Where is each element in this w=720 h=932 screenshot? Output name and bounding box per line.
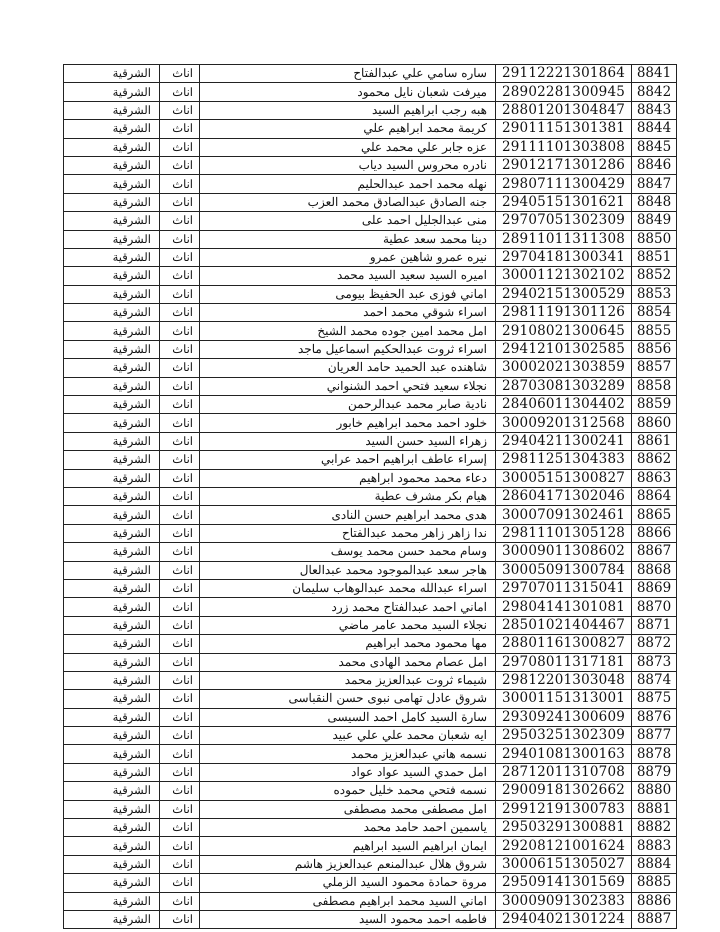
table-row <box>64 837 677 855</box>
national-id-cell: 29509141301569 <box>496 874 632 892</box>
gender-cell: اناث <box>160 83 200 101</box>
name-cell: نجلاء السيد محمد عامر ماضي <box>200 616 496 634</box>
governorate-cell: الشرقية <box>64 469 160 487</box>
national-id-cell: 28703081303289 <box>496 377 632 395</box>
name-cell: نجلاء سعيد فتحي احمد الشنواني <box>200 377 496 395</box>
gender-cell: اناث <box>160 120 200 138</box>
governorate-cell: الشرقية <box>64 653 160 671</box>
serial-number-cell: 8874 <box>632 671 677 689</box>
table-row <box>64 193 677 211</box>
name-cell: نسمه هاني عبدالعزيز محمد <box>200 745 496 763</box>
national-id-cell: 29405151301621 <box>496 193 632 211</box>
governorate-cell: الشرقية <box>64 359 160 377</box>
gender-cell: اناث <box>160 635 200 653</box>
gender-cell: اناث <box>160 359 200 377</box>
table-row <box>64 212 677 230</box>
governorate-cell: الشرقية <box>64 230 160 248</box>
name-cell: مها محمود محمد ابراهيم <box>200 635 496 653</box>
national-id-cell: 30006151305027 <box>496 855 632 873</box>
table-row <box>64 267 677 285</box>
records-table <box>63 64 677 929</box>
table-row <box>64 800 677 818</box>
gender-cell: اناث <box>160 745 200 763</box>
national-id-cell: 30007091302461 <box>496 506 632 524</box>
table-row <box>64 432 677 450</box>
serial-number-cell: 8876 <box>632 708 677 726</box>
table-row <box>64 340 677 358</box>
gender-cell: اناث <box>160 156 200 174</box>
gender-cell: اناث <box>160 727 200 745</box>
name-cell: سارة السيد كامل احمد السيسى <box>200 708 496 726</box>
national-id-cell: 28801161300827 <box>496 635 632 653</box>
governorate-cell: الشرقية <box>64 377 160 395</box>
serial-number-cell: 8857 <box>632 359 677 377</box>
table-row <box>64 304 677 322</box>
national-id-cell: 30001121302102 <box>496 267 632 285</box>
governorate-cell: الشرقية <box>64 800 160 818</box>
serial-number-cell: 8848 <box>632 193 677 211</box>
governorate-cell: الشرقية <box>64 837 160 855</box>
governorate-cell: الشرقية <box>64 874 160 892</box>
table-row <box>64 120 677 138</box>
serial-number-cell: 8887 <box>632 910 677 928</box>
table-row <box>64 138 677 156</box>
table-row <box>64 561 677 579</box>
table-row <box>64 745 677 763</box>
table-row <box>64 543 677 561</box>
national-id-cell: 29401081300163 <box>496 745 632 763</box>
gender-cell: اناث <box>160 855 200 873</box>
governorate-cell: الشرقية <box>64 267 160 285</box>
serial-number-cell: 8856 <box>632 340 677 358</box>
gender-cell: اناث <box>160 322 200 340</box>
gender-cell: اناث <box>160 230 200 248</box>
national-id-cell: 29807111300429 <box>496 175 632 193</box>
governorate-cell: الشرقية <box>64 635 160 653</box>
governorate-cell: الشرقية <box>64 819 160 837</box>
table-row <box>64 101 677 119</box>
serial-number-cell: 8847 <box>632 175 677 193</box>
serial-number-cell: 8870 <box>632 598 677 616</box>
serial-number-cell: 8866 <box>632 524 677 542</box>
gender-cell: اناث <box>160 304 200 322</box>
national-id-cell: 28902281300945 <box>496 83 632 101</box>
governorate-cell: الشرقية <box>64 101 160 119</box>
name-cell: شيماء ثروت عبدالعزيز محمد <box>200 671 496 689</box>
serial-number-cell: 8842 <box>632 83 677 101</box>
governorate-cell: الشرقية <box>64 193 160 211</box>
gender-cell: اناث <box>160 763 200 781</box>
name-cell: اماني فوزى عبد الحفيظ بيومى <box>200 285 496 303</box>
national-id-cell: 29404021301224 <box>496 910 632 928</box>
table-row <box>64 671 677 689</box>
table-row <box>64 524 677 542</box>
governorate-cell: الشرقية <box>64 671 160 689</box>
serial-number-cell: 8859 <box>632 396 677 414</box>
serial-number-cell: 8844 <box>632 120 677 138</box>
national-id-cell: 29811101305128 <box>496 524 632 542</box>
governorate-cell: الشرقية <box>64 120 160 138</box>
serial-number-cell: 8883 <box>632 837 677 855</box>
serial-number-cell: 8877 <box>632 727 677 745</box>
gender-cell: اناث <box>160 506 200 524</box>
table-row <box>64 396 677 414</box>
name-cell: اميره السيد سعيد السيد محمد <box>200 267 496 285</box>
national-id-cell: 29707051302309 <box>496 212 632 230</box>
name-cell: اسراء عبدالله محمد عبدالوهاب سليمان <box>200 579 496 597</box>
serial-number-cell: 8846 <box>632 156 677 174</box>
serial-number-cell: 8865 <box>632 506 677 524</box>
table-row <box>64 598 677 616</box>
gender-cell: اناث <box>160 653 200 671</box>
national-id-cell: 30005091300784 <box>496 561 632 579</box>
name-cell: كريمة محمد ابراهيم علي <box>200 120 496 138</box>
table-row <box>64 819 677 837</box>
table-row <box>64 910 677 928</box>
serial-number-cell: 8862 <box>632 451 677 469</box>
gender-cell: اناث <box>160 414 200 432</box>
national-id-cell: 29811251304383 <box>496 451 632 469</box>
name-cell: منى عبدالجليل احمد على <box>200 212 496 230</box>
serial-number-cell: 8871 <box>632 616 677 634</box>
governorate-cell: الشرقية <box>64 304 160 322</box>
governorate-cell: الشرقية <box>64 65 160 83</box>
governorate-cell: الشرقية <box>64 524 160 542</box>
national-id-cell: 29404211300241 <box>496 432 632 450</box>
gender-cell: اناث <box>160 487 200 505</box>
serial-number-cell: 8873 <box>632 653 677 671</box>
table-row <box>64 248 677 266</box>
gender-cell: اناث <box>160 65 200 83</box>
national-id-cell: 29708011317181 <box>496 653 632 671</box>
table-row <box>64 874 677 892</box>
name-cell: إسراء عاطف ابراهيم احمد عرابي <box>200 451 496 469</box>
governorate-cell: الشرقية <box>64 745 160 763</box>
national-id-cell: 29012171301286 <box>496 156 632 174</box>
national-id-cell: 29811191301126 <box>496 304 632 322</box>
governorate-cell: الشرقية <box>64 175 160 193</box>
table-row <box>64 230 677 248</box>
serial-number-cell: 8853 <box>632 285 677 303</box>
name-cell: زهراء السيد حسن السيد <box>200 432 496 450</box>
name-cell: نادره محروس السيد دياب <box>200 156 496 174</box>
table-row <box>64 653 677 671</box>
table-row <box>64 892 677 910</box>
national-id-cell: 29111101303808 <box>496 138 632 156</box>
national-id-cell: 29402151300529 <box>496 285 632 303</box>
governorate-cell: الشرقية <box>64 561 160 579</box>
name-cell: ندا زاهر زاهر محمد عبدالفتاح <box>200 524 496 542</box>
national-id-cell: 29412101302585 <box>496 340 632 358</box>
name-cell: ياسمين احمد حامد محمد <box>200 819 496 837</box>
gender-cell: اناث <box>160 524 200 542</box>
gender-cell: اناث <box>160 432 200 450</box>
gender-cell: اناث <box>160 396 200 414</box>
name-cell: ايه شعبان محمد علي علي عبيد <box>200 727 496 745</box>
name-cell: ساره سامي علي عبدالفتاح <box>200 65 496 83</box>
gender-cell: اناث <box>160 671 200 689</box>
serial-number-cell: 8875 <box>632 690 677 708</box>
national-id-cell: 29804141301081 <box>496 598 632 616</box>
name-cell: جنه الصادق عبدالصادق محمد العزب <box>200 193 496 211</box>
serial-number-cell: 8849 <box>632 212 677 230</box>
table-row <box>64 579 677 597</box>
name-cell: شاهنده عبد الحميد حامد العريان <box>200 359 496 377</box>
national-id-cell: 29011151301381 <box>496 120 632 138</box>
gender-cell: اناث <box>160 101 200 119</box>
governorate-cell: الشرقية <box>64 910 160 928</box>
serial-number-cell: 8867 <box>632 543 677 561</box>
gender-cell: اناث <box>160 175 200 193</box>
national-id-cell: 30002021303859 <box>496 359 632 377</box>
governorate-cell: الشرقية <box>64 708 160 726</box>
name-cell: مروة حمادة محمود السيد الزملي <box>200 874 496 892</box>
gender-cell: اناث <box>160 819 200 837</box>
serial-number-cell: 8869 <box>632 579 677 597</box>
serial-number-cell: 8850 <box>632 230 677 248</box>
governorate-cell: الشرقية <box>64 451 160 469</box>
national-id-cell: 28501021404467 <box>496 616 632 634</box>
governorate-cell: الشرقية <box>64 340 160 358</box>
governorate-cell: الشرقية <box>64 414 160 432</box>
table-row <box>64 616 677 634</box>
serial-number-cell: 8863 <box>632 469 677 487</box>
name-cell: امل مصطفى محمد مصطفى <box>200 800 496 818</box>
national-id-cell: 29812201303048 <box>496 671 632 689</box>
governorate-cell: الشرقية <box>64 727 160 745</box>
gender-cell: اناث <box>160 561 200 579</box>
table-row <box>64 690 677 708</box>
name-cell: اسراء ثروت عبدالحكيم اسماعيل ماجد <box>200 340 496 358</box>
table-row <box>64 156 677 174</box>
gender-cell: اناث <box>160 837 200 855</box>
table-row <box>64 285 677 303</box>
gender-cell: اناث <box>160 579 200 597</box>
name-cell: اسراء شوقي محمد احمد <box>200 304 496 322</box>
serial-number-cell: 8881 <box>632 800 677 818</box>
gender-cell: اناث <box>160 193 200 211</box>
gender-cell: اناث <box>160 138 200 156</box>
national-id-cell: 30009011308602 <box>496 543 632 561</box>
gender-cell: اناث <box>160 469 200 487</box>
governorate-cell: الشرقية <box>64 322 160 340</box>
name-cell: ايمان ابراهيم السيد ابراهيم <box>200 837 496 855</box>
gender-cell: اناث <box>160 874 200 892</box>
serial-number-cell: 8841 <box>632 65 677 83</box>
name-cell: هاجر سعد عبدالموجود محمد عبدالعال <box>200 561 496 579</box>
name-cell: دينا محمد سعد عطية <box>200 230 496 248</box>
governorate-cell: الشرقية <box>64 616 160 634</box>
gender-cell: اناث <box>160 543 200 561</box>
table-row <box>64 175 677 193</box>
national-id-cell: 30005151300827 <box>496 469 632 487</box>
table-row <box>64 763 677 781</box>
gender-cell: اناث <box>160 892 200 910</box>
name-cell: دعاء محمد محمود ابراهيم <box>200 469 496 487</box>
table-row <box>64 83 677 101</box>
table-row <box>64 469 677 487</box>
serial-number-cell: 8879 <box>632 763 677 781</box>
serial-number-cell: 8884 <box>632 855 677 873</box>
name-cell: نهله محمد احمد عبدالحليم <box>200 175 496 193</box>
serial-number-cell: 8860 <box>632 414 677 432</box>
serial-number-cell: 8868 <box>632 561 677 579</box>
national-id-cell: 29309241300609 <box>496 708 632 726</box>
national-id-cell: 30009091302383 <box>496 892 632 910</box>
gender-cell: اناث <box>160 690 200 708</box>
table-row <box>64 322 677 340</box>
serial-number-cell: 8858 <box>632 377 677 395</box>
governorate-cell: الشرقية <box>64 543 160 561</box>
table-row <box>64 727 677 745</box>
gender-cell: اناث <box>160 598 200 616</box>
name-cell: شروق عادل تهامى نبوى حسن النقباسى <box>200 690 496 708</box>
name-cell: اماني احمد عبدالفتاح محمد زرد <box>200 598 496 616</box>
table-row <box>64 487 677 505</box>
serial-number-cell: 8885 <box>632 874 677 892</box>
national-id-cell: 28712011310708 <box>496 763 632 781</box>
name-cell: امل عصام محمد الهادى محمد <box>200 653 496 671</box>
table-row <box>64 377 677 395</box>
name-cell: نسمه فتحي محمد خليل حموده <box>200 782 496 800</box>
national-id-cell: 28911011311308 <box>496 230 632 248</box>
serial-number-cell: 8872 <box>632 635 677 653</box>
table-row <box>64 855 677 873</box>
table-row <box>64 708 677 726</box>
table-row <box>64 451 677 469</box>
gender-cell: اناث <box>160 377 200 395</box>
name-cell: امل حمدي السيد عواد عواد <box>200 763 496 781</box>
serial-number-cell: 8864 <box>632 487 677 505</box>
governorate-cell: الشرقية <box>64 855 160 873</box>
governorate-cell: الشرقية <box>64 83 160 101</box>
gender-cell: اناث <box>160 248 200 266</box>
serial-number-cell: 8861 <box>632 432 677 450</box>
governorate-cell: الشرقية <box>64 579 160 597</box>
table-row <box>64 506 677 524</box>
records-table-body <box>64 65 677 929</box>
national-id-cell: 30001151313001 <box>496 690 632 708</box>
serial-number-cell: 8851 <box>632 248 677 266</box>
serial-number-cell: 8854 <box>632 304 677 322</box>
governorate-cell: الشرقية <box>64 763 160 781</box>
table-row <box>64 635 677 653</box>
name-cell: هدى محمد ابراهيم حسن النادى <box>200 506 496 524</box>
governorate-cell: الشرقية <box>64 212 160 230</box>
governorate-cell: الشرقية <box>64 506 160 524</box>
gender-cell: اناث <box>160 616 200 634</box>
name-cell: وسام محمد حسن محمد يوسف <box>200 543 496 561</box>
serial-number-cell: 8845 <box>632 138 677 156</box>
serial-number-cell: 8880 <box>632 782 677 800</box>
gender-cell: اناث <box>160 800 200 818</box>
national-id-cell: 29009181302662 <box>496 782 632 800</box>
name-cell: خلود احمد محمد ابراهيم خابور <box>200 414 496 432</box>
serial-number-cell: 8886 <box>632 892 677 910</box>
name-cell: شروق هلال عبدالمنعم عبدالعزيز هاشم <box>200 855 496 873</box>
gender-cell: اناث <box>160 782 200 800</box>
name-cell: هيام بكر مشرف عطية <box>200 487 496 505</box>
national-id-cell: 29707011315041 <box>496 579 632 597</box>
gender-cell: اناث <box>160 212 200 230</box>
national-id-cell: 29108021300645 <box>496 322 632 340</box>
name-cell: عزه جابر علي محمد علي <box>200 138 496 156</box>
governorate-cell: الشرقية <box>64 690 160 708</box>
gender-cell: اناث <box>160 340 200 358</box>
gender-cell: اناث <box>160 910 200 928</box>
governorate-cell: الشرقية <box>64 598 160 616</box>
gender-cell: اناث <box>160 708 200 726</box>
serial-number-cell: 8843 <box>632 101 677 119</box>
national-id-cell: 29704181300341 <box>496 248 632 266</box>
governorate-cell: الشرقية <box>64 156 160 174</box>
governorate-cell: الشرقية <box>64 285 160 303</box>
name-cell: نيره عمرو شاهين عمرو <box>200 248 496 266</box>
name-cell: ميرفت شعبان نايل محمود <box>200 83 496 101</box>
national-id-cell: 29912191300783 <box>496 800 632 818</box>
governorate-cell: الشرقية <box>64 487 160 505</box>
serial-number-cell: 8878 <box>632 745 677 763</box>
name-cell: امل محمد امين جوده محمد الشيخ <box>200 322 496 340</box>
national-id-cell: 28604171302046 <box>496 487 632 505</box>
governorate-cell: الشرقية <box>64 138 160 156</box>
gender-cell: اناث <box>160 451 200 469</box>
serial-number-cell: 8855 <box>632 322 677 340</box>
name-cell: هبه رجب ابراهيم السيد <box>200 101 496 119</box>
national-id-cell: 28406011304402 <box>496 396 632 414</box>
serial-number-cell: 8852 <box>632 267 677 285</box>
table-row <box>64 414 677 432</box>
national-id-cell: 28801201304847 <box>496 101 632 119</box>
table-row <box>64 782 677 800</box>
table-row <box>64 359 677 377</box>
national-id-cell: 29503251302309 <box>496 727 632 745</box>
national-id-cell: 29208121001624 <box>496 837 632 855</box>
gender-cell: اناث <box>160 285 200 303</box>
table-row <box>64 65 677 83</box>
governorate-cell: الشرقية <box>64 248 160 266</box>
name-cell: اماني السيد محمد ابراهيم مصطفى <box>200 892 496 910</box>
governorate-cell: الشرقية <box>64 892 160 910</box>
national-id-cell: 29503291300881 <box>496 819 632 837</box>
national-id-cell: 29112221301864 <box>496 65 632 83</box>
name-cell: فاطمه احمد محمود السيد <box>200 910 496 928</box>
governorate-cell: الشرقية <box>64 396 160 414</box>
gender-cell: اناث <box>160 267 200 285</box>
national-id-cell: 30009201312568 <box>496 414 632 432</box>
governorate-cell: الشرقية <box>64 432 160 450</box>
name-cell: نادية صابر محمد عبدالرحمن <box>200 396 496 414</box>
serial-number-cell: 8882 <box>632 819 677 837</box>
governorate-cell: الشرقية <box>64 782 160 800</box>
